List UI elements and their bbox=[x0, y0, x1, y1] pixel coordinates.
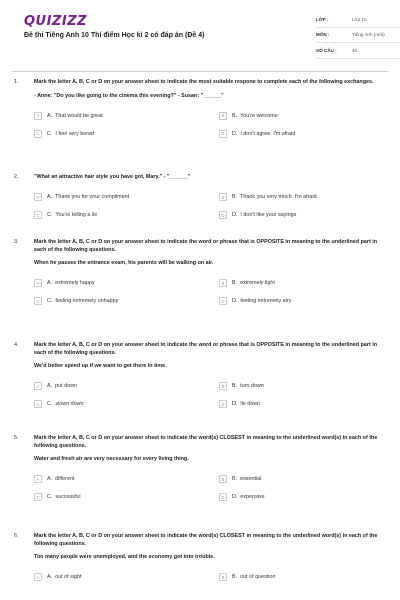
question-body bbox=[34, 239, 386, 307]
answer-option[interactable] bbox=[34, 110, 201, 121]
option-letter: C. bbox=[47, 130, 53, 137]
option-letter: D. bbox=[232, 212, 238, 219]
option-text: essential bbox=[240, 476, 262, 483]
question-text: Mark the letter A, B, C or D on your answer sheet to indicate the word or phrase that is OPPOSITE in meaning to the underlined part in each of the following questions. bbox=[34, 342, 378, 356]
answer-option[interactable] bbox=[34, 399, 201, 410]
option-text: feeling extremely airy bbox=[240, 298, 292, 305]
answer-option[interactable] bbox=[34, 192, 201, 203]
question-text: Mark the letter A, B, C or D on your answer sheet to indicate the word(s) CLOSEST in meaning to the underlined word(s) in each of the following questions. bbox=[34, 435, 378, 449]
option-letter: D. bbox=[232, 494, 238, 501]
option-text: I don't agree. I'm afraid bbox=[240, 130, 296, 137]
option-text: successful bbox=[55, 494, 81, 501]
answer-option[interactable] bbox=[219, 474, 386, 485]
option-text: slown down bbox=[55, 401, 84, 408]
option-letter: B. bbox=[232, 574, 238, 581]
question-3 bbox=[12, 239, 386, 307]
question-body bbox=[34, 533, 386, 583]
meta-row-count bbox=[316, 43, 400, 59]
question-4 bbox=[12, 342, 386, 410]
meta-value: Lớp 10 bbox=[352, 16, 367, 22]
meta-key: LỚP : bbox=[316, 16, 329, 22]
answer-option[interactable] bbox=[34, 381, 201, 392]
meta-table bbox=[316, 12, 400, 59]
answer-option[interactable] bbox=[34, 128, 201, 139]
answer-options bbox=[34, 381, 386, 410]
answer-option[interactable] bbox=[219, 110, 386, 121]
option-text: I don't like your sayings bbox=[240, 212, 297, 219]
quizizz-logo: QUIZIZZ bbox=[24, 14, 88, 29]
question-1 bbox=[12, 79, 386, 139]
option-text: extremely light bbox=[240, 280, 275, 287]
question-number: 1. bbox=[14, 79, 19, 85]
option-text: I feel very bored bbox=[55, 130, 95, 137]
answer-option[interactable] bbox=[219, 492, 386, 503]
answer-checkbox[interactable]: B bbox=[219, 573, 227, 581]
answer-checkbox[interactable]: D bbox=[219, 297, 227, 305]
option-text: out of sight bbox=[55, 574, 82, 581]
option-text: That would be great bbox=[55, 112, 103, 119]
option-letter: A. bbox=[47, 476, 53, 483]
option-letter: D. bbox=[232, 130, 238, 137]
answer-checkbox[interactable]: D bbox=[219, 211, 227, 219]
option-letter: A. bbox=[47, 112, 53, 119]
answer-checkbox[interactable]: D bbox=[219, 493, 227, 501]
answer-option[interactable] bbox=[219, 381, 386, 392]
answer-option[interactable] bbox=[34, 492, 201, 503]
meta-row-class bbox=[316, 12, 400, 28]
answer-checkbox[interactable]: A bbox=[34, 382, 42, 390]
option-text: expensive bbox=[240, 494, 265, 501]
question-number: 3. bbox=[14, 239, 19, 245]
option-letter: A. bbox=[47, 574, 53, 581]
option-letter: B. bbox=[232, 383, 238, 390]
option-text: different bbox=[55, 476, 75, 483]
meta-value: Tiếng Anh (mới) bbox=[352, 32, 385, 38]
answer-checkbox[interactable]: D bbox=[219, 130, 227, 138]
answer-option[interactable] bbox=[34, 474, 201, 485]
question-body bbox=[34, 342, 386, 410]
meta-value: 40 bbox=[352, 47, 358, 53]
question-body bbox=[34, 174, 386, 221]
answer-option[interactable] bbox=[219, 572, 386, 583]
answer-checkbox[interactable]: D bbox=[219, 400, 227, 408]
answer-checkbox[interactable]: B bbox=[219, 382, 227, 390]
question-number: 4. bbox=[14, 342, 19, 348]
answer-checkbox[interactable]: C bbox=[34, 493, 42, 501]
option-letter: B. bbox=[232, 280, 238, 287]
option-letter: A. bbox=[47, 383, 53, 390]
question-6 bbox=[12, 533, 386, 583]
answer-checkbox[interactable]: A bbox=[34, 573, 42, 581]
option-letter: C. bbox=[47, 494, 53, 501]
answer-checkbox[interactable]: B bbox=[219, 112, 227, 120]
answer-checkbox[interactable]: B bbox=[219, 475, 227, 483]
answer-checkbox[interactable]: B bbox=[219, 193, 227, 201]
answer-checkbox[interactable]: A bbox=[34, 475, 42, 483]
question-number: 5. bbox=[14, 435, 19, 441]
option-text: You're welcome bbox=[240, 112, 278, 119]
meta-row-subject bbox=[316, 28, 400, 44]
option-text: You're telling a lie bbox=[55, 212, 98, 219]
answer-options bbox=[34, 474, 386, 503]
answer-option[interactable] bbox=[219, 128, 386, 139]
answer-option[interactable] bbox=[34, 210, 201, 221]
option-letter: C. bbox=[47, 212, 53, 219]
question-body bbox=[34, 435, 386, 503]
answer-option[interactable] bbox=[34, 572, 201, 583]
question-5 bbox=[12, 435, 386, 503]
option-text: extremely happy bbox=[55, 280, 95, 287]
document-title: Đề thi Tiếng Anh 10 Thí điểm Học kì 2 có đáp án (Đề 4) bbox=[24, 32, 205, 39]
answer-options bbox=[34, 572, 386, 583]
meta-key: MÔN : bbox=[316, 32, 330, 38]
option-text: feeling extremely unhappy bbox=[55, 298, 119, 305]
answer-options bbox=[34, 192, 386, 221]
answer-option[interactable] bbox=[219, 192, 386, 203]
question-2 bbox=[12, 174, 386, 221]
answer-option[interactable] bbox=[219, 296, 386, 307]
question-body bbox=[34, 79, 386, 139]
option-letter: B. bbox=[232, 476, 238, 483]
answer-option[interactable] bbox=[34, 278, 201, 289]
option-letter: C. bbox=[47, 298, 53, 305]
answer-option[interactable] bbox=[219, 278, 386, 289]
question-stem: Water and fresh air are very necessary for every living thing. bbox=[34, 456, 189, 463]
option-text: Thank you very much. I'm afraid bbox=[240, 194, 317, 201]
answer-option[interactable] bbox=[34, 296, 201, 307]
question-stem: When he passes the entrance exam, his parents will be walking on air. bbox=[34, 260, 214, 267]
option-letter: B. bbox=[232, 194, 238, 201]
answer-option[interactable] bbox=[219, 210, 386, 221]
question-text: Mark the letter A, B, C or D on your answer sheet to indicate the most suitable respone to complete each of the following exchanges. bbox=[34, 79, 374, 85]
option-text: turn down bbox=[240, 383, 264, 390]
answer-checkbox[interactable]: C bbox=[34, 297, 42, 305]
question-text: Mark the letter A, B, C or D on your answer sheet to indicate the word or phrase that is OPPOSITE in meaning to the underlined part in each of the following questions. bbox=[34, 239, 378, 253]
option-letter: C. bbox=[47, 401, 53, 408]
answer-option[interactable] bbox=[219, 399, 386, 410]
question-text: Mark the letter A, B, C or D on your answer sheet to indicate the word(s) CLOSEST in meaning to the underlined word(s) in each of the following questions. bbox=[34, 533, 378, 547]
answer-checkbox[interactable]: C bbox=[34, 130, 42, 138]
question-stem: We'd better speed up if we want to get there in time. bbox=[34, 363, 167, 370]
option-letter: A. bbox=[47, 194, 53, 201]
answer-checkbox[interactable]: C bbox=[34, 211, 42, 219]
answer-checkbox[interactable]: A bbox=[34, 112, 42, 120]
option-text: put down bbox=[55, 383, 77, 390]
answer-options bbox=[34, 278, 386, 307]
header-divider bbox=[12, 71, 388, 72]
option-letter: A. bbox=[47, 280, 53, 287]
option-text: lie down bbox=[240, 401, 261, 408]
question-stem: Too many people were unemployed, and the economy got into trouble. bbox=[34, 554, 215, 561]
answer-checkbox[interactable]: A bbox=[34, 279, 42, 287]
option-text: out of question bbox=[240, 574, 276, 581]
option-letter: D. bbox=[232, 298, 238, 305]
meta-key: SỐ CÂU : bbox=[316, 47, 337, 53]
answer-checkbox[interactable]: A bbox=[34, 193, 42, 201]
option-letter: D. bbox=[232, 401, 238, 408]
worksheet-header bbox=[12, 0, 386, 62]
answer-checkbox[interactable]: C bbox=[34, 400, 42, 408]
answer-options bbox=[34, 110, 386, 139]
answer-checkbox[interactable]: B bbox=[219, 279, 227, 287]
question-number: 2. bbox=[14, 174, 19, 180]
question-text: "What an attractive hair style you have got, Mary." - "______" bbox=[34, 174, 191, 180]
question-stem: - Anne: "Do you like going to the cinema this evening?" - Susan: "______" bbox=[34, 92, 224, 99]
question-number: 6. bbox=[14, 533, 19, 539]
option-text: Thank you for your compliment bbox=[55, 194, 130, 201]
option-letter: B. bbox=[232, 112, 238, 119]
